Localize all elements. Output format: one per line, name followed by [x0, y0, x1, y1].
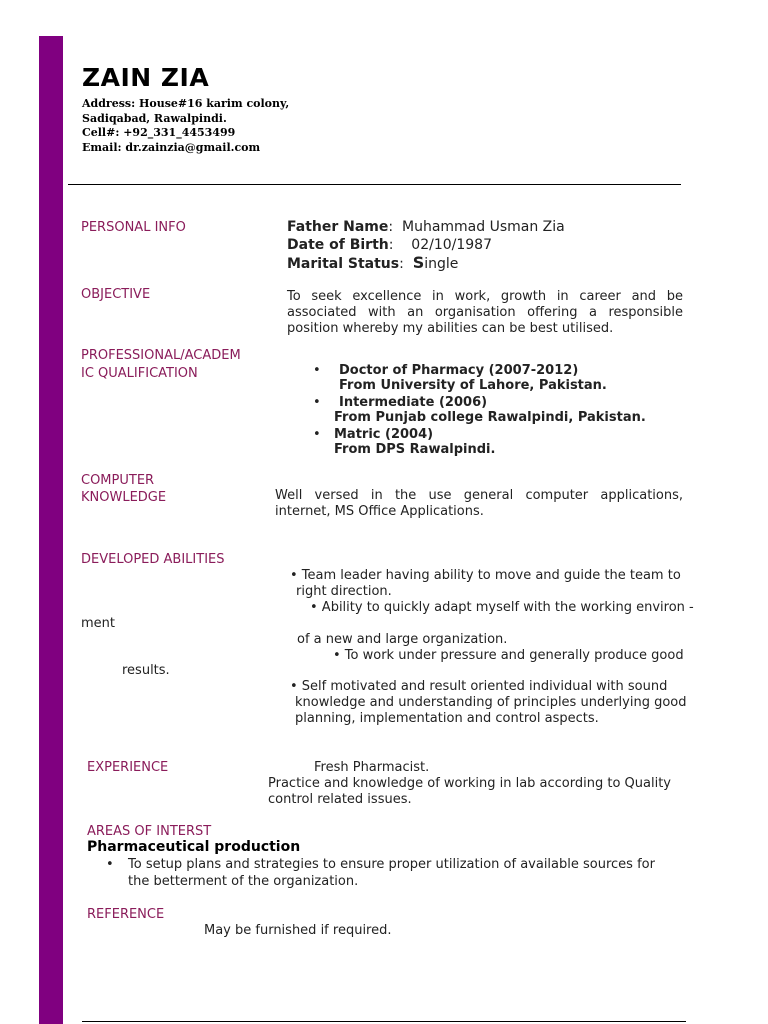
email-address: Email: dr.zainzia@gmail.com [82, 141, 261, 154]
objective-text: To seek excellence in work, growth in career and be associated with an organisation offering a responsible position whereby my abilities can be best utilised. [287, 289, 683, 336]
father-name-label: Father Name [287, 219, 389, 235]
interest-line: To setup plans and strategies to ensure proper utilization of available sources for [128, 857, 655, 872]
address-line-2: Sadiqabad, Rawalpindi. [82, 112, 227, 125]
ability-line: planning, implementation and control aspects. [295, 711, 599, 726]
father-name-value: Muhammad Usman Zia [402, 219, 565, 235]
bullet-icon: • [313, 427, 321, 442]
qualification-heading-line-1: PROFESSIONAL/ACADEM [81, 348, 241, 363]
experience-line: Fresh Pharmacist. [314, 760, 430, 775]
ability-line: • To work under pressure and generally produce good [333, 648, 684, 663]
qualification-item-title: Doctor of Pharmacy (2007-2012) [339, 363, 579, 378]
reference-text: May be furnished if required. [204, 923, 392, 938]
marital-status-label: Marital Status [287, 256, 400, 272]
bullet-icon: • [313, 363, 321, 378]
experience-line: control related issues. [268, 792, 412, 807]
qualification-item-title: Matric (2004) [334, 427, 434, 442]
ability-line: • Self motivated and result oriented individual with sound [290, 679, 668, 694]
qualification-item-detail: From Punjab college Rawalpindi, Pakistan. [334, 410, 646, 425]
qualification-item-title: Intermediate (2006) [339, 395, 488, 410]
abilities-heading: DEVELOPED ABILITIES [81, 552, 225, 567]
dob-row: Date of Birth: 02/10/1987 [287, 237, 492, 253]
interests-heading: AREAS OF INTERST [87, 824, 212, 839]
sidebar-accent-bar [39, 36, 63, 1024]
qualification-heading-line-2: IC QUALIFICATION [81, 366, 198, 381]
computer-heading-line-1: COMPUTER [81, 473, 155, 488]
experience-line: Practice and knowledge of working in lab according to Quality [268, 776, 671, 791]
marital-status-value: ingle [424, 256, 459, 272]
marital-status-initial: S [412, 253, 425, 272]
objective-heading: OBJECTIVE [81, 287, 151, 302]
marital-status-row: Marital Status: Single [287, 253, 459, 272]
header-divider [68, 184, 681, 185]
bullet-icon: • [106, 857, 114, 872]
address-line-1: Address: House#16 karim colony, [82, 97, 290, 110]
ability-line: of a new and large organization. [297, 632, 508, 647]
ability-line: right direction. [296, 584, 392, 599]
candidate-name: ZAIN ZIA [82, 63, 210, 92]
ability-line: • Ability to quickly adapt myself with the working environ - [310, 600, 694, 615]
ability-line: knowledge and understanding of principles underlying good [295, 695, 687, 710]
dob-label: Date of Birth [287, 237, 389, 253]
cell-number: Cell#: +92_331_4453499 [82, 126, 236, 139]
interests-subheading: Pharmaceutical production [87, 839, 301, 855]
qualification-item-detail: From University of Lahore, Pakistan. [339, 378, 607, 393]
bullet-icon: • [313, 395, 321, 410]
qualification-item-detail: From DPS Rawalpindi. [334, 442, 496, 457]
computer-knowledge-text: Well versed in the use general computer applications, internet, MS Office Applications. [275, 488, 683, 519]
father-name-row: Father Name: Muhammad Usman Zia [287, 219, 565, 235]
ability-line: results. [122, 663, 170, 678]
dob-value: 02/10/1987 [411, 237, 492, 253]
computer-heading-line-2: KNOWLEDGE [81, 490, 167, 505]
experience-heading: EXPERIENCE [87, 760, 169, 775]
personal-info-heading: PERSONAL INFO [81, 220, 186, 235]
ability-line: • Team leader having ability to move and guide the team to [290, 568, 681, 583]
interest-line: the betterment of the organization. [128, 874, 359, 889]
ability-line: ment [81, 616, 115, 631]
footer-divider [82, 1021, 686, 1022]
reference-heading: REFERENCE [87, 907, 165, 922]
